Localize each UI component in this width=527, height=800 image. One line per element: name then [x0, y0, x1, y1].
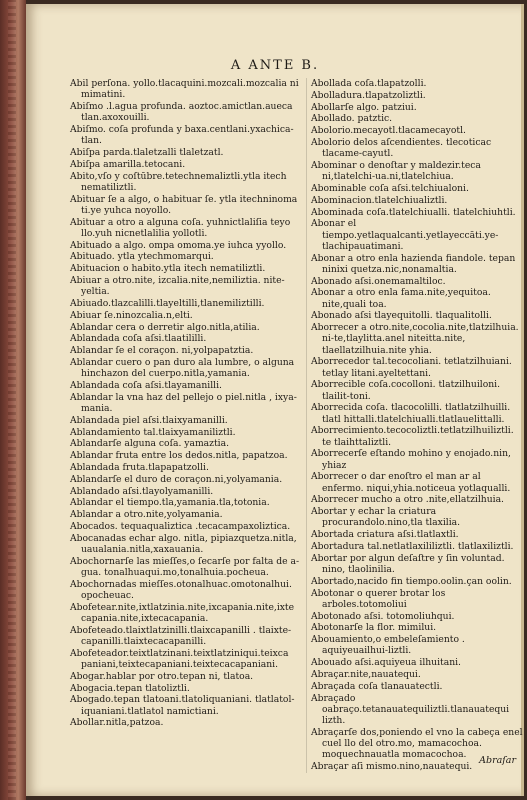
dictionary-entry: Abraçar.nite,nauatequi. — [311, 668, 421, 680]
dictionary-entry: Abouamiento,o embeleſamiento . aquiyeuailhui-liztli. — [311, 634, 465, 657]
dictionary-entry: Abiuar ſe.ninozcalia.n,elti. — [70, 309, 193, 321]
dictionary-entry: Abito,vſo y coſtūbre.tetechnemaliztli.ytla itech nematiliztli. — [70, 170, 287, 193]
dictionary-entry: Ablandar la vna haz del pellejo o piel.nitla , ixya-mania. — [70, 391, 297, 414]
dictionary-entry: Abonar a otro enla hazienda fiandole. tepan ninixi quetza.nic,nonamaltia. — [311, 252, 516, 275]
dictionary-entry: Abraçar aſi mismo.nino,nauatequi. — [311, 760, 473, 772]
dictionary-entry: Aborrecedor tal.tecocoliani. tetlatzilhuiani. tetlay litani.ayeltettani. — [311, 356, 512, 379]
dictionary-entry: Abiuar a otro.nite, izcalia.nite,nemiliztia. nite-yeltia. — [70, 274, 285, 298]
dictionary-entry: Abotonarſe la flor. mimilui. — [311, 622, 437, 634]
dictionary-entry: Abollada coſa.tlapatzolli. — [311, 78, 427, 89]
left-column — [70, 78, 302, 729]
dictionary-entry: Abominar o denoſtar y maldezir.teca ni,tlatelchi-ua.ni,tlatelchiua. — [311, 159, 481, 183]
dictionary-entry: Ablandar a otro.nite,yolyamania. — [70, 509, 223, 521]
dictionary-entry: Abraçarſe dos,poniendo el vno la cabeça enel cuel llo del otro.mo, mamacochoa. moquechnauatla momacochoa. — [311, 726, 523, 761]
dictionary-entry: Abraçada coſa tlanauatectli. — [311, 680, 443, 692]
dictionary-entry: Abogacia.tepan tlatoliztli. — [70, 682, 190, 694]
catchword: Abraſar — [479, 755, 516, 766]
book-spine — [0, 0, 26, 800]
dictionary-entry: Abonar el tiempo.yetlaqualcanti.yetlayeccāti.ye-tlachipauatimani. — [311, 218, 499, 252]
dictionary-entry: Abiuado.tlazcalilli.tlayeltilli,tlanemiliztilli. — [70, 297, 265, 309]
dictionary-entry: Abotonado aſsi. totomoliuhqui. — [311, 610, 455, 622]
book-page — [26, 4, 524, 796]
dictionary-entry: Ablandada coſa aſsi.tlaatililli. — [70, 333, 207, 345]
dictionary-entry: Abortado,nacido fin tiempo.oolin.çan oolin. — [311, 575, 512, 587]
dictionary-entry: Abonado aſsi.onemamaltiloc. — [311, 275, 446, 287]
dictionary-entry: Abituacion o habito.ytla itech nematiliztli. — [70, 263, 266, 275]
dictionary-entry: Abouado aſsi.aquiyeua ilhuitani. — [311, 657, 461, 669]
dictionary-entry: Aborrecerſe eſtando mohino y enojado.nin, yhiaz — [311, 448, 511, 471]
dictionary-entry: Ablandada piel aſsi.tlaixyamanilli. — [70, 414, 228, 426]
dictionary-entry: Ablandar cera o derretir algo.nitla,atilia. — [70, 321, 260, 333]
dictionary-entry: Abofetear.nite,ixtlatzinia.nite,ixcapania.nite,ixte capania.nite,ixtecacapania. — [70, 601, 295, 624]
page-header: A ANTE B. — [230, 58, 320, 73]
dictionary-entry: Ablandar cuero o pan duro ala lumbre, o alguna hinchazon del cuerpo.nitla,yamania. — [70, 356, 295, 380]
dictionary-entry: Abollarſe algo. patziui. — [311, 101, 417, 113]
dictionary-entry: Abolorio.mecayotl.tlacamecayotl. — [311, 125, 466, 137]
dictionary-entry: Aborrecida coſa. tlacocolilli. tlatlatzilhuilli. tlatl hittalli.tlatelchiualli.tlatlauelittalli. — [311, 402, 511, 425]
dictionary-entry: Abominable coſa aſsi.telchiualoni. — [311, 182, 469, 194]
dictionary-entry: Abituado. ytla ytechmomarqui. — [70, 251, 214, 263]
dictionary-entry: Abollar.nitla,patzoa. — [70, 717, 164, 729]
dictionary-entry: Abortar por algun deſaſtre y ſin voluntad. nino, tlaolinilia. — [311, 552, 505, 575]
dictionary-entry: Abiſmo .l.agua profunda. aoztoc.amictlan.aueca tlan.axoxouilli. — [70, 101, 293, 124]
dictionary-entry: Abochornadas mieſſes.otonalhuac.omotonalhui. opocheuac. — [70, 578, 292, 601]
dictionary-entry: Abotonar o querer brotar los arboles.totomoliui — [311, 587, 446, 610]
dictionary-entry: Abortar y echar la criatura procurandolo.nino,tla tlaxilia. — [311, 506, 461, 529]
dictionary-entry: Abonado aſsi tlayequitolli. tlaqualitolli. — [311, 310, 492, 322]
dictionary-entry: Abochornarſe las mieſſes,o ſecarſe por falta de a-gua. tonalhuaqui.mo,tonalhuia.pocheua. — [70, 555, 300, 578]
dictionary-entry: Abituado a algo. ompa omoma.ye iuhca yyollo. — [70, 239, 287, 251]
dictionary-entry: Aborrecible coſa.cocolloni. tlatzilhuiloni. tlailit-toni. — [311, 379, 500, 402]
dictionary-entry: Abonar a otro enla fama.nite,yequitoa. nite,quali toa. — [311, 287, 491, 310]
dictionary-entry: Aborrecer mucho a otro .nite,ellatzilhuia. — [311, 494, 504, 506]
dictionary-entry: Abiſpa parda.tlaletzalli tlaletzatl. — [70, 147, 224, 158]
dictionary-entry: Abraçado oabraço.tetanauatequiliztli.tlanauatequi lizth. — [311, 692, 510, 726]
dictionary-entry: Aborrecer a otro.nite,cocolia.nite,tlatzilhuia. ni-te,tlaylitta.anel niteitta.nite, tlaellatzilhuia.nite yhia. — [311, 322, 519, 356]
dictionary-entry: Abiſmo. coſa profunda y baxa.centlani.yxachica-tlan. — [70, 124, 294, 147]
dictionary-entry: Abortadura tal.netlatlaxililiztli. tlatlaxiliztli. — [311, 540, 514, 552]
dictionary-entry: Ablandarſe alguna coſa. yamaztia. — [70, 438, 230, 450]
dictionary-entry: Ablandamiento tal.tlaixyamaniliztli. — [70, 426, 236, 438]
dictionary-entry: Ablandar ſe el coraçon. ni,yolpapatztia. — [70, 345, 254, 357]
spine-texture — [8, 0, 16, 800]
dictionary-entry: Ablandado aſsi.tlayolyamanilli. — [70, 485, 214, 497]
dictionary-entry: Abolladura.tlapatzoliztli. — [311, 89, 426, 101]
right-column — [306, 78, 523, 773]
dictionary-entry: Abortada criatura aſsi.tlatlaxtli. — [311, 529, 459, 541]
dictionary-entry: Abolorio delos aſcendientes. tlecoticac tlacame-cayutl. — [311, 136, 492, 160]
dictionary-entry: Ablandar el tiempo.tla,yamania.tla,totonia. — [70, 497, 270, 509]
dictionary-entry: Abominacion.tlatelchiualiztli. — [311, 194, 448, 206]
dictionary-entry: Ablandada coſa aſsi.tlayamanilli. — [70, 379, 222, 391]
dictionary-entry: Abollado. patztic. — [311, 113, 393, 125]
dictionary-entry: Ablandada fruta.tlapapatzolli. — [70, 461, 209, 473]
dictionary-entry: Abofeteador.teixtlatzinani.teixtlatziniqui.teixca paniani,teixtecapaniani.teixtecacapaniani. — [70, 647, 289, 670]
dictionary-entry: Ablandar fruta entre los dedos.nitla, papatzoa. — [70, 450, 288, 462]
dictionary-entry: Abofeteado.tlaixtlatzinilli.tlaixcapanilli . tlaixte-capanilli.tlaixtecacapanilli. — [70, 624, 292, 647]
dictionary-entry: Ablandarſe el duro de coraçon.ni,yolyamania. — [70, 473, 283, 485]
dictionary-entry: Abiſpa amarilla.tetocani. — [70, 158, 186, 170]
dictionary-entry: Abogado.tepan tlatoani.tlatoliquaniani. tlatlatol-iquaniani.tlatlatol namictiani. — [70, 694, 295, 717]
dictionary-entry: Abominada coſa.tlatelchiualli. tlatelchiuhtli. — [311, 206, 516, 218]
dictionary-entry: Abituar ſe a algo, o habituar ſe. ytla itechninoma ti.ye yuhca noyollo. — [70, 193, 298, 216]
dictionary-entry: Aborrecimiento.tecocoliztli.tetlatzilhuiliztli. te tlaihttaliztli. — [311, 425, 514, 448]
dictionary-entry: Abocados. tequaqualiztica .tecacampaxoliztica. — [70, 520, 291, 532]
dictionary-entry: Abituar a otro a alguna coſa. yuhnictlaliſia teyo llo.yuh nicnetlalilia yollotli. — [70, 216, 291, 239]
dictionary-entry: Aborrecer o dar enoſtro el man ar al enfermo. niqui,yhia.noticeua yotlaqualli. — [311, 471, 511, 494]
dictionary-entry: Abogar.hablar por otro.tepan ni, tlatoa. — [70, 670, 254, 682]
dictionary-entry: Abil perſona. yollo.tlacaquini.mozcali.mozcalia ni mimatini. — [70, 78, 299, 101]
dictionary-entry: Abocanadas echar algo. nitla, pipiazquetza.nitla, uaualania.nitla,xaxauania. — [70, 532, 297, 555]
